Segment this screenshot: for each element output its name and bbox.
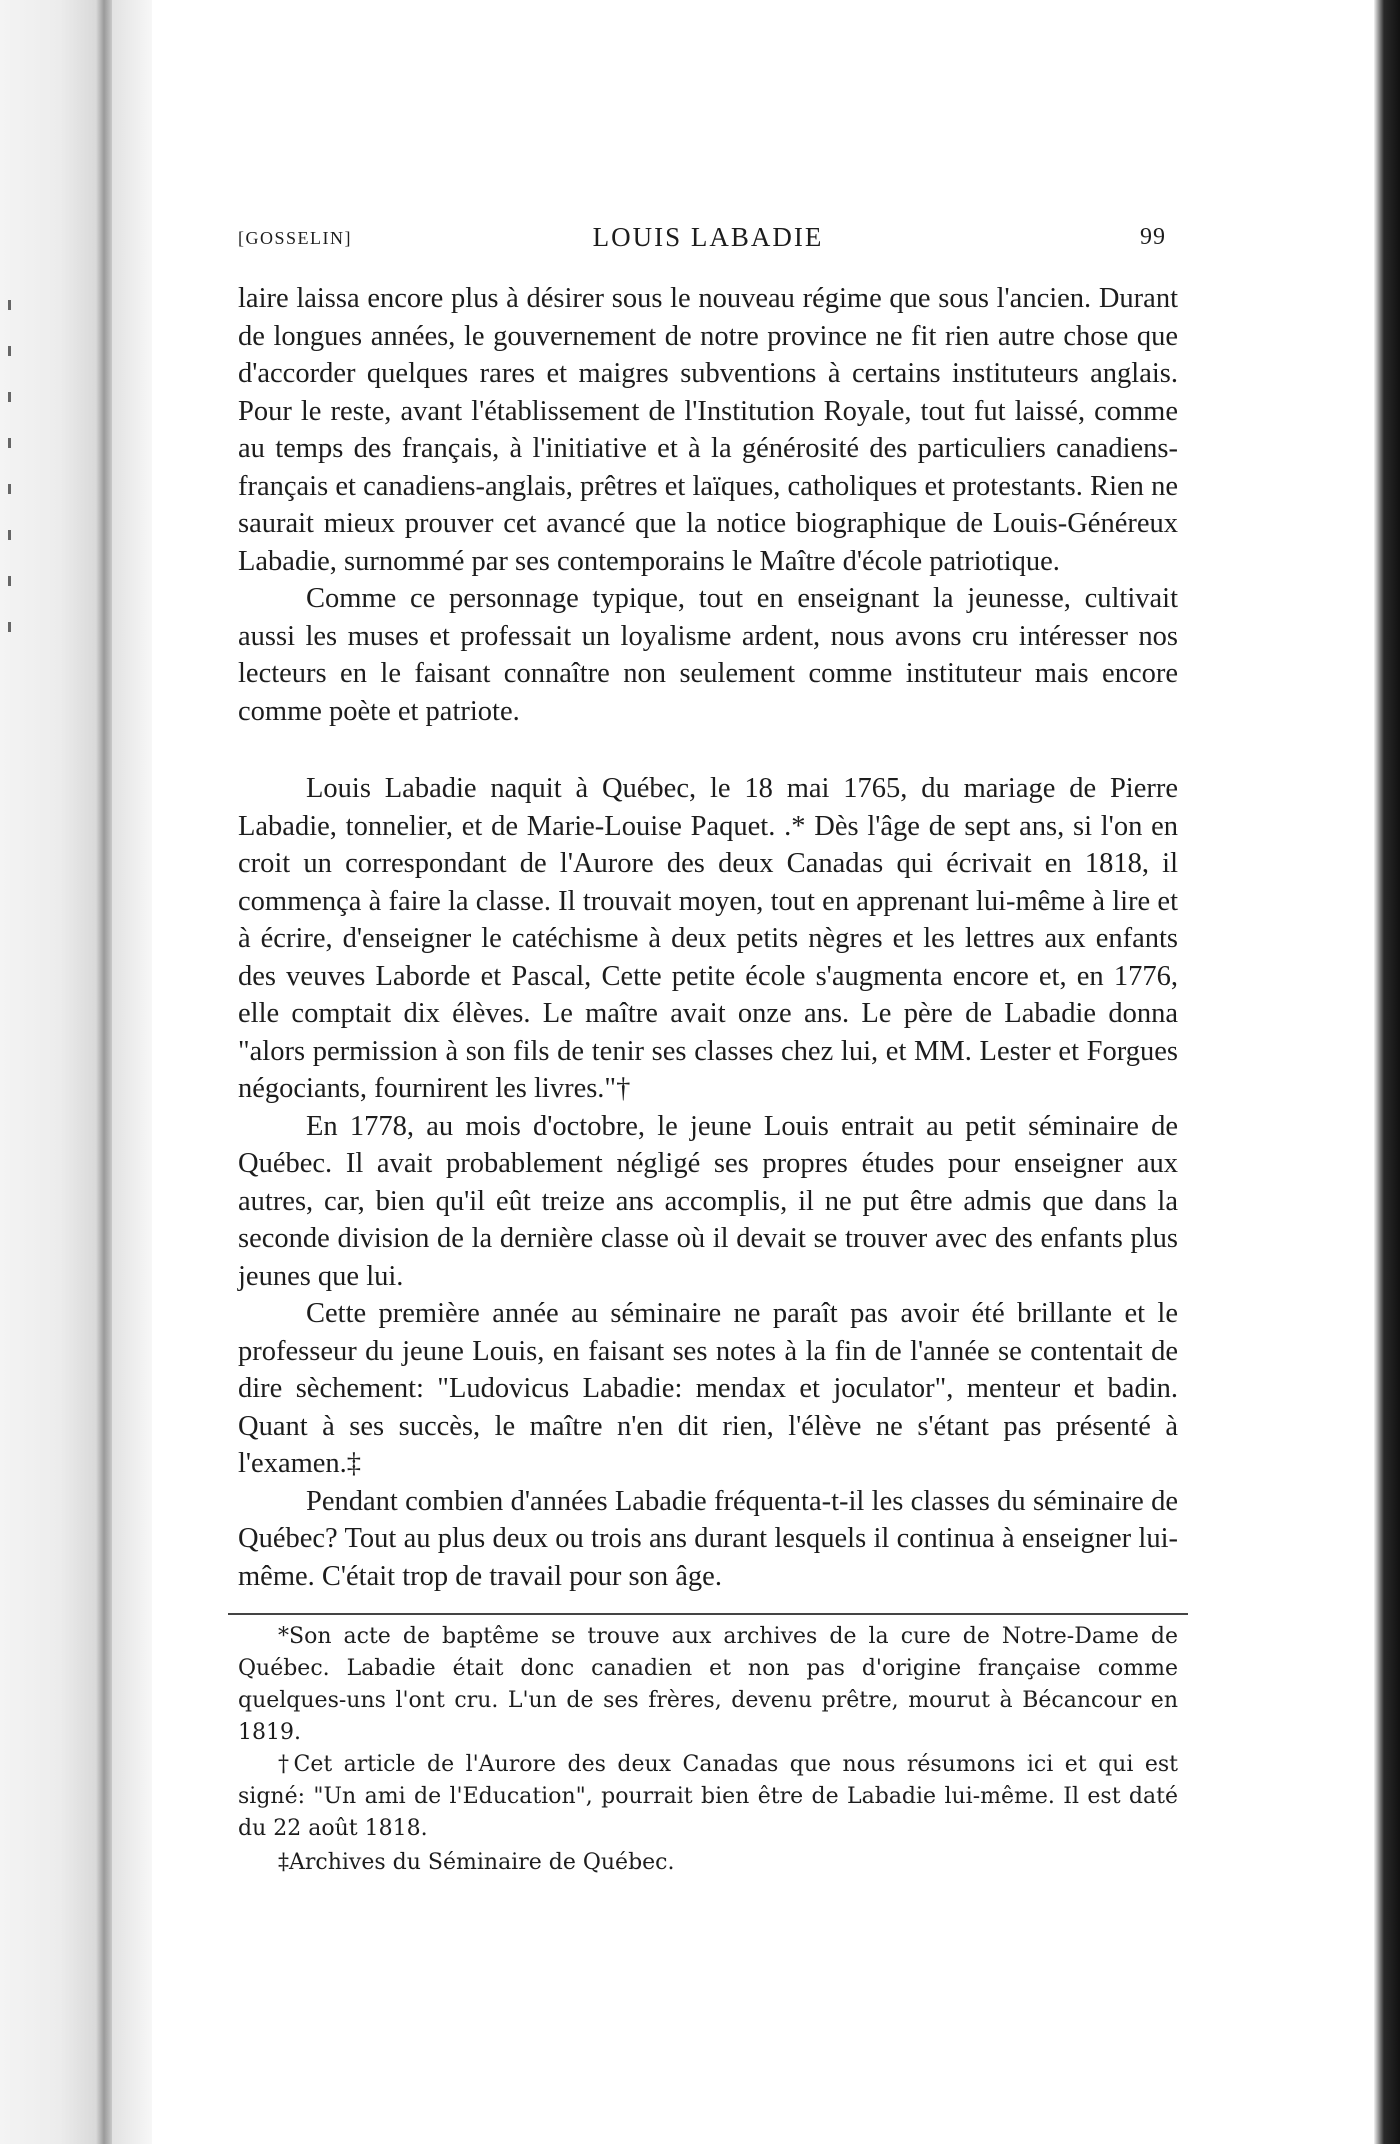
- paragraph: Louis Labadie naquit à Québec, le 18 mai 1765, du mariage de Pierre Labadie, tonnelier, et de Marie-Louise Paquet. .* Dès l'âge de sept ans, si l'on en croit un correspondant de l'Aurore des deux Canadas qui écrivait en 1818, il commença à faire la classe. Il trouvait moyen, tout en apprenant lui-même à lire et à écrire, d'enseigner le catéchisme à deux petits nègres et les lettres aux enfants des veuves Laborde et Pascal, Cette petite école s'augmenta encore et, en 1776, elle comptait dix élèves. Le maître avait onze ans. Le père de Labadie donna "alors permission à son fils de tenir ses classes chez lui, et MM. Lester et Forgues négociants, fournirent les livres."†: [238, 773, 1178, 1104]
- header-author: [GOSSELIN]: [238, 228, 352, 248]
- footnotes: [228, 1613, 1188, 1879]
- scan-edge-right: [1374, 0, 1400, 2144]
- paragraph: Comme ce personnage typique, tout en enseignant la jeunesse, cultivait aussi les muses et professait un loyalisme ardent, nous avons cru intéresser nos lecteurs en le faisant connaître non seulement comme instituteur mais encore comme poète et patriote.: [238, 583, 1178, 727]
- scan-gutter-left: [0, 0, 112, 2144]
- paragraph: laire laissa encore plus à désirer sous le nouveau régime que sous l'ancien. Durant de longues années, le gouvernement de notre province ne fit rien autre chose que d'accorder quelques rares et maigres subventions à certains instituteurs anglais. Pour le reste, avant l'établissement de l'Institution Royale, tout fut laissé, comme au temps des français, à l'initiative et à la générosité des particuliers canadiens-français et canadiens-anglais, prêtres et laïques, catholiques et protestants. Rien ne saurait mieux prouver cet avancé que la notice biographique de Louis-Généreux Labadie, surnommé par ses contemporains le Maître d'école patriotique.: [238, 283, 1178, 577]
- footnote: *Son acte de baptême se trouve aux archives de la cure de Notre-Dame de Québec. Labadie était donc canadien et non pas d'origine française comme quelques-uns l'ont cru. L'un de ses frères, devenu prêtre, mourut à Bécancour en 1819.: [238, 1624, 1178, 1745]
- running-header: [228, 212, 1188, 252]
- paragraph: Pendant combien d'années Labadie fréquenta-t-il les classes du séminaire de Québec? Tout au plus deux ou trois ans durant lesquels il continua à enseigner lui-même. C'était trop de travail pour son âge.: [238, 1485, 1178, 1592]
- scan-gutter-shadow: [112, 0, 152, 2144]
- page-number: 99: [1140, 224, 1166, 250]
- paragraph: Cette première année au séminaire ne paraît pas avoir été brillante et le professeur du jeune Louis, en faisant ses notes à la fin de l'année se contentait de dire sèchement: "Ludovicus Labadie: mendax et joculator", menteur et badin. Quant à ses succès, le maître n'en dit rien, l'élève ne s'étant pas présenté à l'examen.‡: [238, 1298, 1178, 1479]
- footnote: ‡Archives du Séminaire de Québec.: [278, 1850, 675, 1875]
- paragraph: En 1778, au mois d'octobre, le jeune Louis entrait au petit séminaire de Québec. Il avait probablement négligé ses propres études pour enseigner aux autres, car, bien qu'il eût treize ans accomplis, il ne put être admis que dans la seconde division de la dernière classe où il devait se trouver avec des enfants plus jeunes que lui.: [238, 1110, 1178, 1292]
- page-title: LOUIS LABADIE: [592, 222, 824, 252]
- margin-marks: [8, 300, 12, 668]
- book-page: [228, 212, 1188, 1879]
- body-text: [228, 280, 1188, 1595]
- footnote: †Cet article de l'Aurore des deux Canadas que nous résumons ici et qui est signé: "Un ami de l'Education", pourrait bien être de Labadie lui-même. Il est daté du 22 août 1818.: [238, 1752, 1178, 1841]
